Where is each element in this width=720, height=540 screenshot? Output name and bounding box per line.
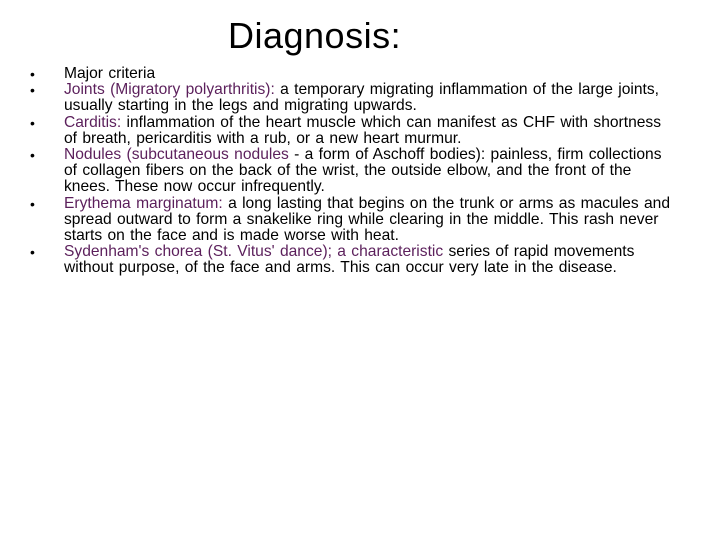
criterion-description: a temporary migrating inflammation of the large joints, usually starting in the legs and migrating upwards. (64, 81, 659, 115)
criterion-description: inflammation of the heart muscle which can manifest as CHF with shortness of breath, pericarditis with a rub, or a new heart murmur. (64, 113, 662, 147)
bullet-icon: • (30, 66, 35, 82)
bullet-icon: • (30, 82, 35, 99)
criterion-term-chorea: Sydenham's chorea (St. Vitus' dance); (64, 243, 332, 261)
slide-title: Diagnosis: (228, 15, 402, 56)
criterion-term-nodules: Nodules (64, 146, 122, 164)
criterion-subterm: (subcutaneous nodules (121, 146, 289, 164)
criterion-term-carditis: Carditis: (64, 113, 122, 131)
criteria-list (30, 66, 670, 277)
criterion-description: a long lasting that begins on the trunk or arms as macules and spread outward to form a snakelike ring while clearing in the middle. This rash never starts on the face and is made worse with heat. (64, 194, 671, 245)
bullet-icon: • (30, 114, 35, 131)
list-item (30, 244, 670, 276)
bullet-icon: • (30, 147, 35, 164)
list-item (30, 196, 670, 245)
criterion-term-erythema: Erythema marginatum: (64, 194, 223, 212)
criterion-description: series of rapid movements without purpose, of the face and arms. This can occur very late in the disease. (64, 243, 635, 277)
list-item (30, 115, 670, 147)
list-item (30, 66, 670, 82)
criterion-term-joints: Joints (Migratory polyarthritis): (64, 81, 275, 99)
criterion-subterm: a characteristic (331, 243, 444, 261)
list-item (30, 147, 670, 196)
list-item (30, 82, 670, 114)
major-criteria-heading: Major criteria (64, 65, 156, 82)
bullet-icon: • (30, 195, 35, 212)
criterion-description: - a form of Aschoff bodies): painless, firm collections of collagen fibers on the back of the wrist, the outside elbow, and the front of the knees. These now occur infrequently. (64, 146, 662, 196)
bullet-icon: • (30, 244, 35, 261)
